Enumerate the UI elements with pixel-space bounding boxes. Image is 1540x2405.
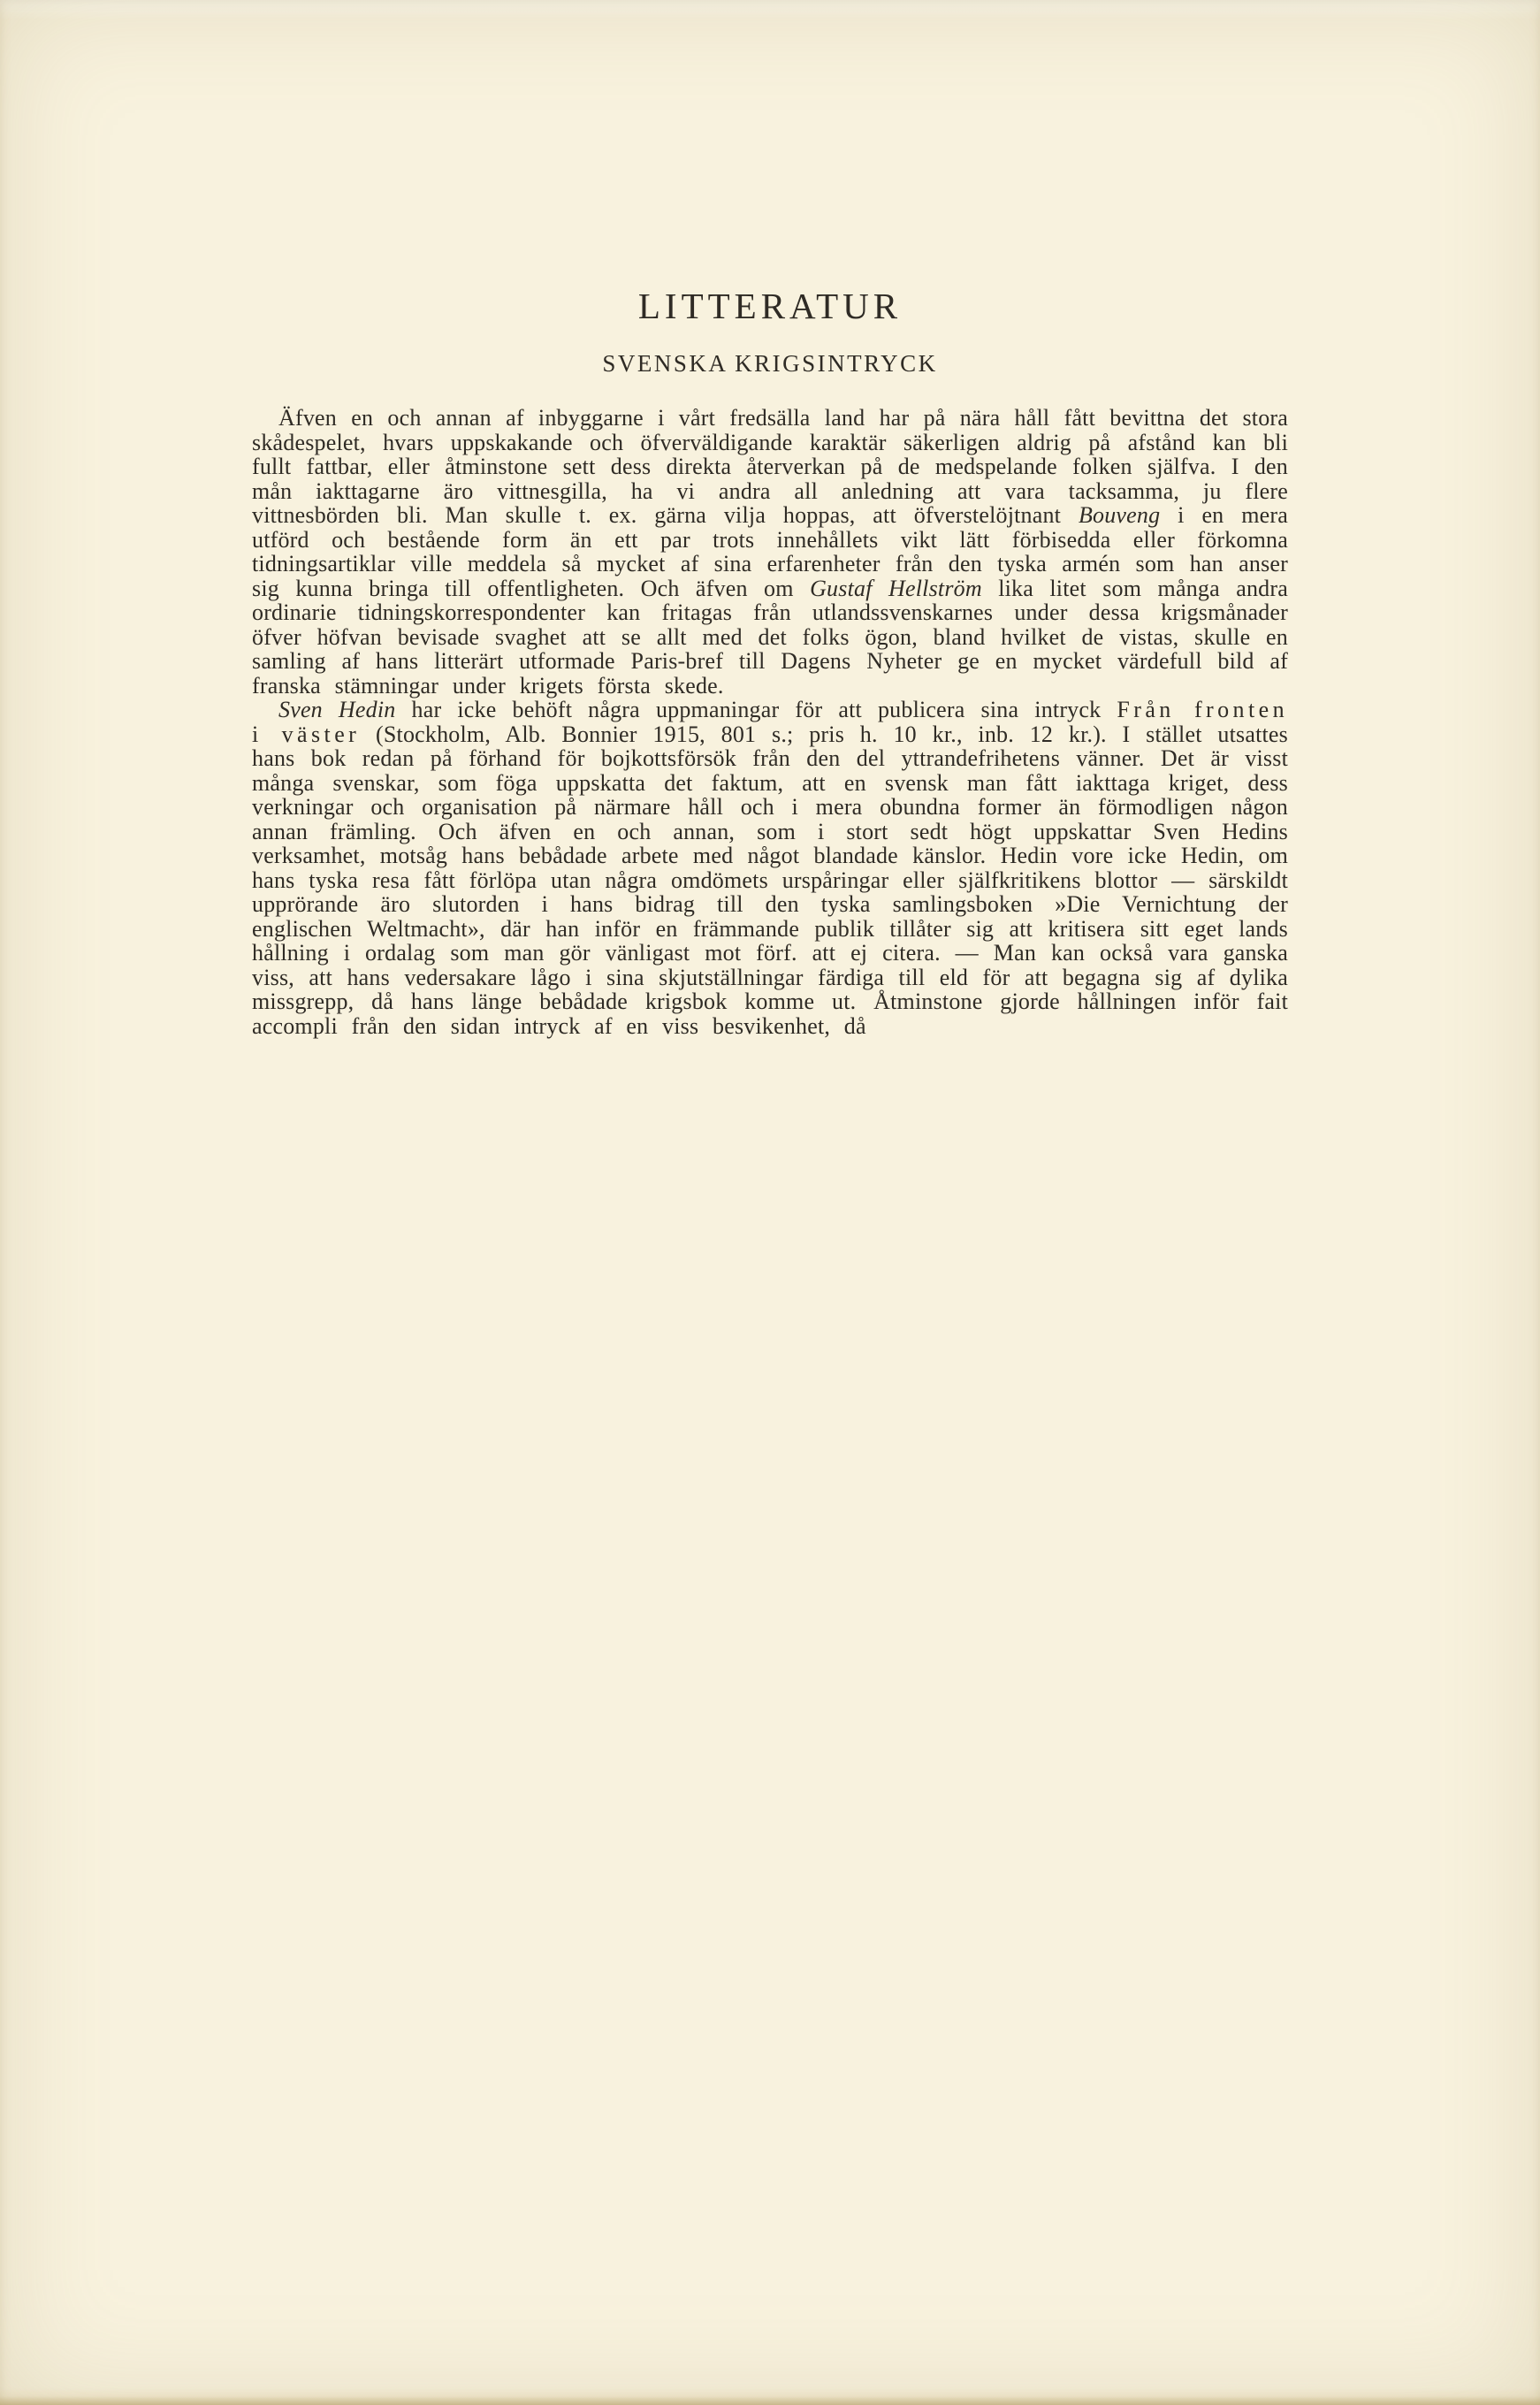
text-run: (Stockholm, Alb. Bonnier 1915, 801 s.; pris h. 10 kr., inb. 12 kr.). I stället utsattes hans bok redan på förhand för bojkottsförsök från den del yttrandefrihetens vänner. Det är visst många svenskar, som föga uppskatta det faktum, att en svensk man fått iakttaga kriget, dess verkningar och organisation på närmare håll och i mera obundna former än förmodligen någon annan främling. Och äfven en och annan, som i stort sedt högt uppskattar Sven Hedins verksamhet, motsåg hans bebådade arbete med något blandade känslor. Hedin vore icke Hedin, om hans tyska resa fått förlöpa utan några omdömets urspåringar eller själfkritikens blottor — särskildt upprörande äro slutorden i hans bidrag till den tyska samlingsboken »Die Vernichtung der englischen Weltmacht», där han inför en främmande publik tillåter sig att kritisera sitt eget lands hållning i ordalag som man gör vänligast mot förf. att ej citera. — Man kan också vara ganska viss, att hans vedersakare lågo i sina skjutställningar färdiga till eld för att begagna sig af dylika missgrepp, då hans länge bebådade krigsbok komme ut. Åtminstone gjorde hållningen inför fait accompli från den sidan intryck af en viss besvikenhet, då — [252, 721, 1288, 1039]
paragraph — [252, 698, 1288, 1038]
page-title: LITTERATUR — [637, 286, 903, 326]
text-run: Äfven en och annan af inbyggarne i vårt fredsälla land har på nära håll fått bevittna det stora skådespelet, hvars uppskakande och öfverväldigande karaktär säkerligen aldrig på afstånd kan bli fullt fattbar, eller åtminstone sett dess direkta återverkan på de medspelande folken själfva. I den mån iakttagarne äro vittnesgilla, ha vi andra all anledning att vara tacksamma, ju flere vittnesbörden bli. Man skulle t. ex. gärna vilja hoppas, att öfverstelöjtnant — [252, 405, 1288, 528]
italic-text-run: Bouveng — [1078, 502, 1161, 528]
spaced-book-title: Från fronten i väster — [252, 697, 1288, 747]
italic-text-run: Gustaf Hellström — [810, 575, 982, 601]
paragraph — [252, 406, 1288, 698]
page-subtitle: SVENSKA KRIGSINTRYCK — [602, 350, 938, 377]
page-content — [0, 0, 1540, 1038]
text-run: i en mera utförd och bestående form än ett par trots innehållets vikt lätt förbisedda eller förkomna tidningsartiklar ville meddela så mycket af sina erfarenheter från den tyska armén som han anser sig kunna bringa till offentligheten. Och äfven om — [252, 502, 1288, 601]
text-run: lika litet som många andra ordinarie tidningskorrespondenter kan fritagas från utlandssvenskarnes under dessa krigsmånader öfver höfvan bevisade svaghet att se allt med det folks ögon, bland hvilket de vistas, skulle en samling af hans litterärt utformade Paris-bref till Dagens Nyheter ge en mycket värdefull bild af franska stämningar under krigets första skede. — [252, 575, 1288, 699]
italic-text-run: Sven Hedin — [278, 697, 396, 722]
article-body — [252, 406, 1288, 1038]
text-run: har icke behöft några uppmaningar för att publicera sina intryck — [395, 697, 1117, 722]
